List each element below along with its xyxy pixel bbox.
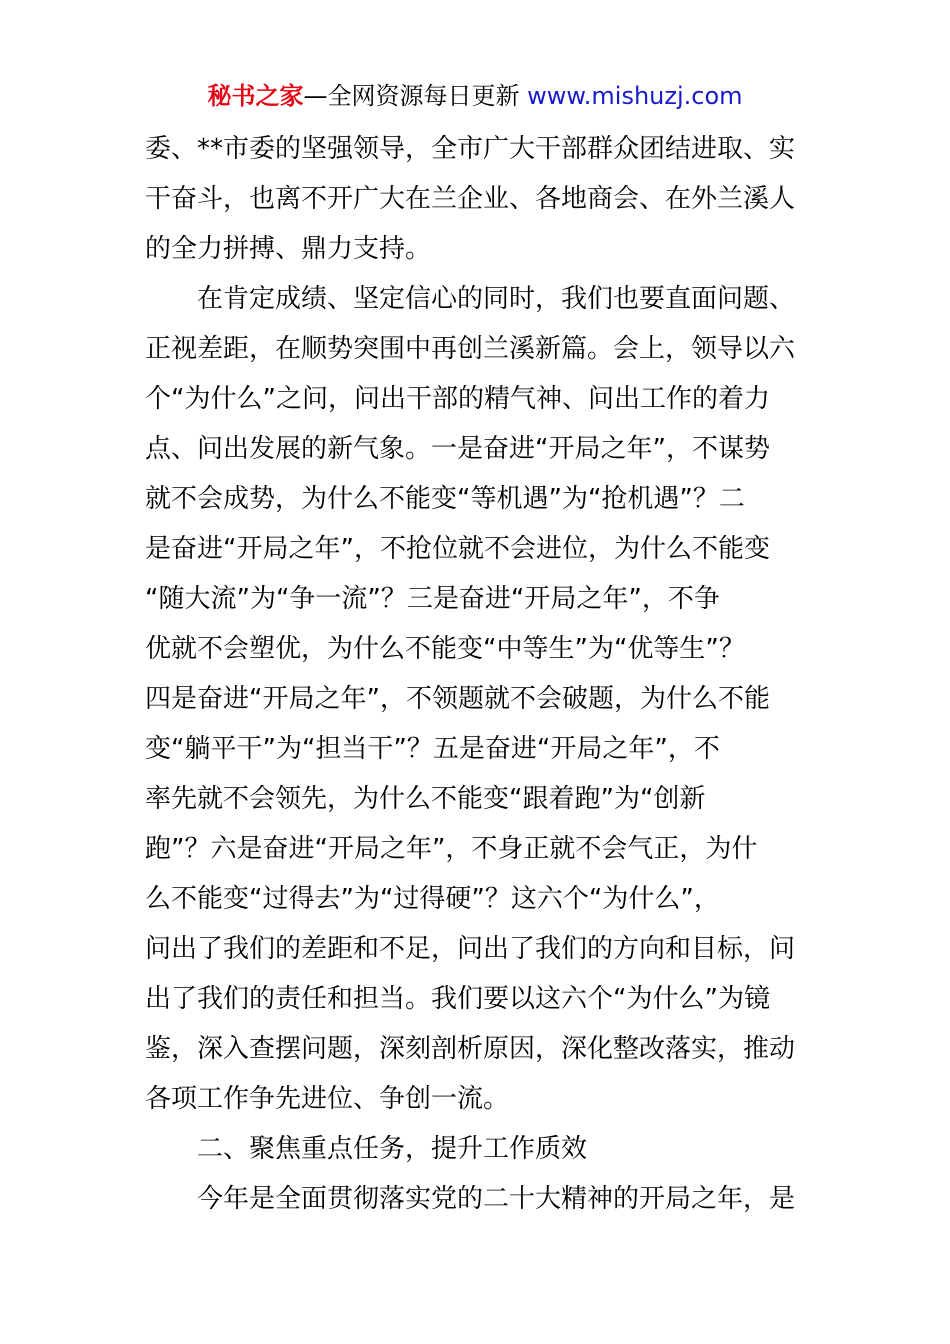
text-line: 是奋进“开局之年”，不抢位就不会进位，为什么不能变 bbox=[145, 534, 770, 564]
text-line: 就不会成势，为什么不能变“等机遇”为“抢机遇”？二 bbox=[145, 484, 745, 514]
text-line: 四是奋进“开局之年”，不领题就不会破题，为什么不能 bbox=[145, 684, 770, 714]
header-tagline: —全网资源每日更新 bbox=[303, 82, 520, 110]
paragraph-start-line: 今年是全面贯彻落实党的二十大精神的开局之年，是 bbox=[197, 1184, 796, 1214]
text-line: 点、问出发展的新气象。一是奋进“开局之年”，不谋势 bbox=[145, 434, 770, 464]
document-body bbox=[145, 124, 807, 1224]
text-line: 么不能变“过得去”为“过得硬”？这六个“为什么”， bbox=[145, 884, 720, 914]
text-line: 跑”？六是奋进“开局之年”，不身正就不会气正，为什 bbox=[145, 834, 758, 864]
text-line: 个“为什么”之问，问出干部的精气神、问出工作的着力 bbox=[145, 384, 770, 414]
text-line: “随大流”为“争一流”？三是奋进“开局之年”，不争 bbox=[145, 584, 720, 614]
text-line: 的全力拼搏、鼎力支持。 bbox=[145, 234, 432, 264]
brand-name: 秘书之家 bbox=[207, 82, 304, 110]
text-line: 问出了我们的差距和不足，问出了我们的方向和目标，问 bbox=[145, 934, 796, 964]
site-url-link[interactable]: www.mishuzj.com bbox=[527, 82, 743, 110]
paragraph-start-line: 在肯定成绩、坚定信心的同时，我们也要直面问题、 bbox=[197, 284, 796, 314]
text-line: 干奋斗，也离不开广大在兰企业、各地商会、在外兰溪人 bbox=[145, 184, 796, 214]
text-line: 出了我们的责任和担当。我们要以这六个“为什么”为镜 bbox=[145, 984, 770, 1014]
text-line: 优就不会塑优，为什么不能变“中等生”为“优等生”？ bbox=[145, 634, 745, 664]
text-line: 率先就不会领先，为什么不能变“跟着跑”为“创新 bbox=[145, 784, 706, 814]
text-line: 鉴，深入查摆问题，深刻剖析原因，深化整改落实，推动 bbox=[145, 1034, 796, 1064]
text-line: 变“躺平干”为“担当干”？五是奋进“开局之年”，不 bbox=[145, 734, 720, 764]
section-heading: 二、聚焦重点任务，提升工作质效 bbox=[197, 1134, 588, 1164]
text-line: 正视差距，在顺势突围中再创兰溪新篇。会上，领导以六 bbox=[145, 334, 796, 364]
page-header bbox=[0, 78, 950, 114]
text-line: 委、**市委的坚强领导，全市广大干部群众团结进取、实 bbox=[145, 134, 796, 164]
text-line: 各项工作争先进位、争创一流。 bbox=[145, 1084, 510, 1114]
